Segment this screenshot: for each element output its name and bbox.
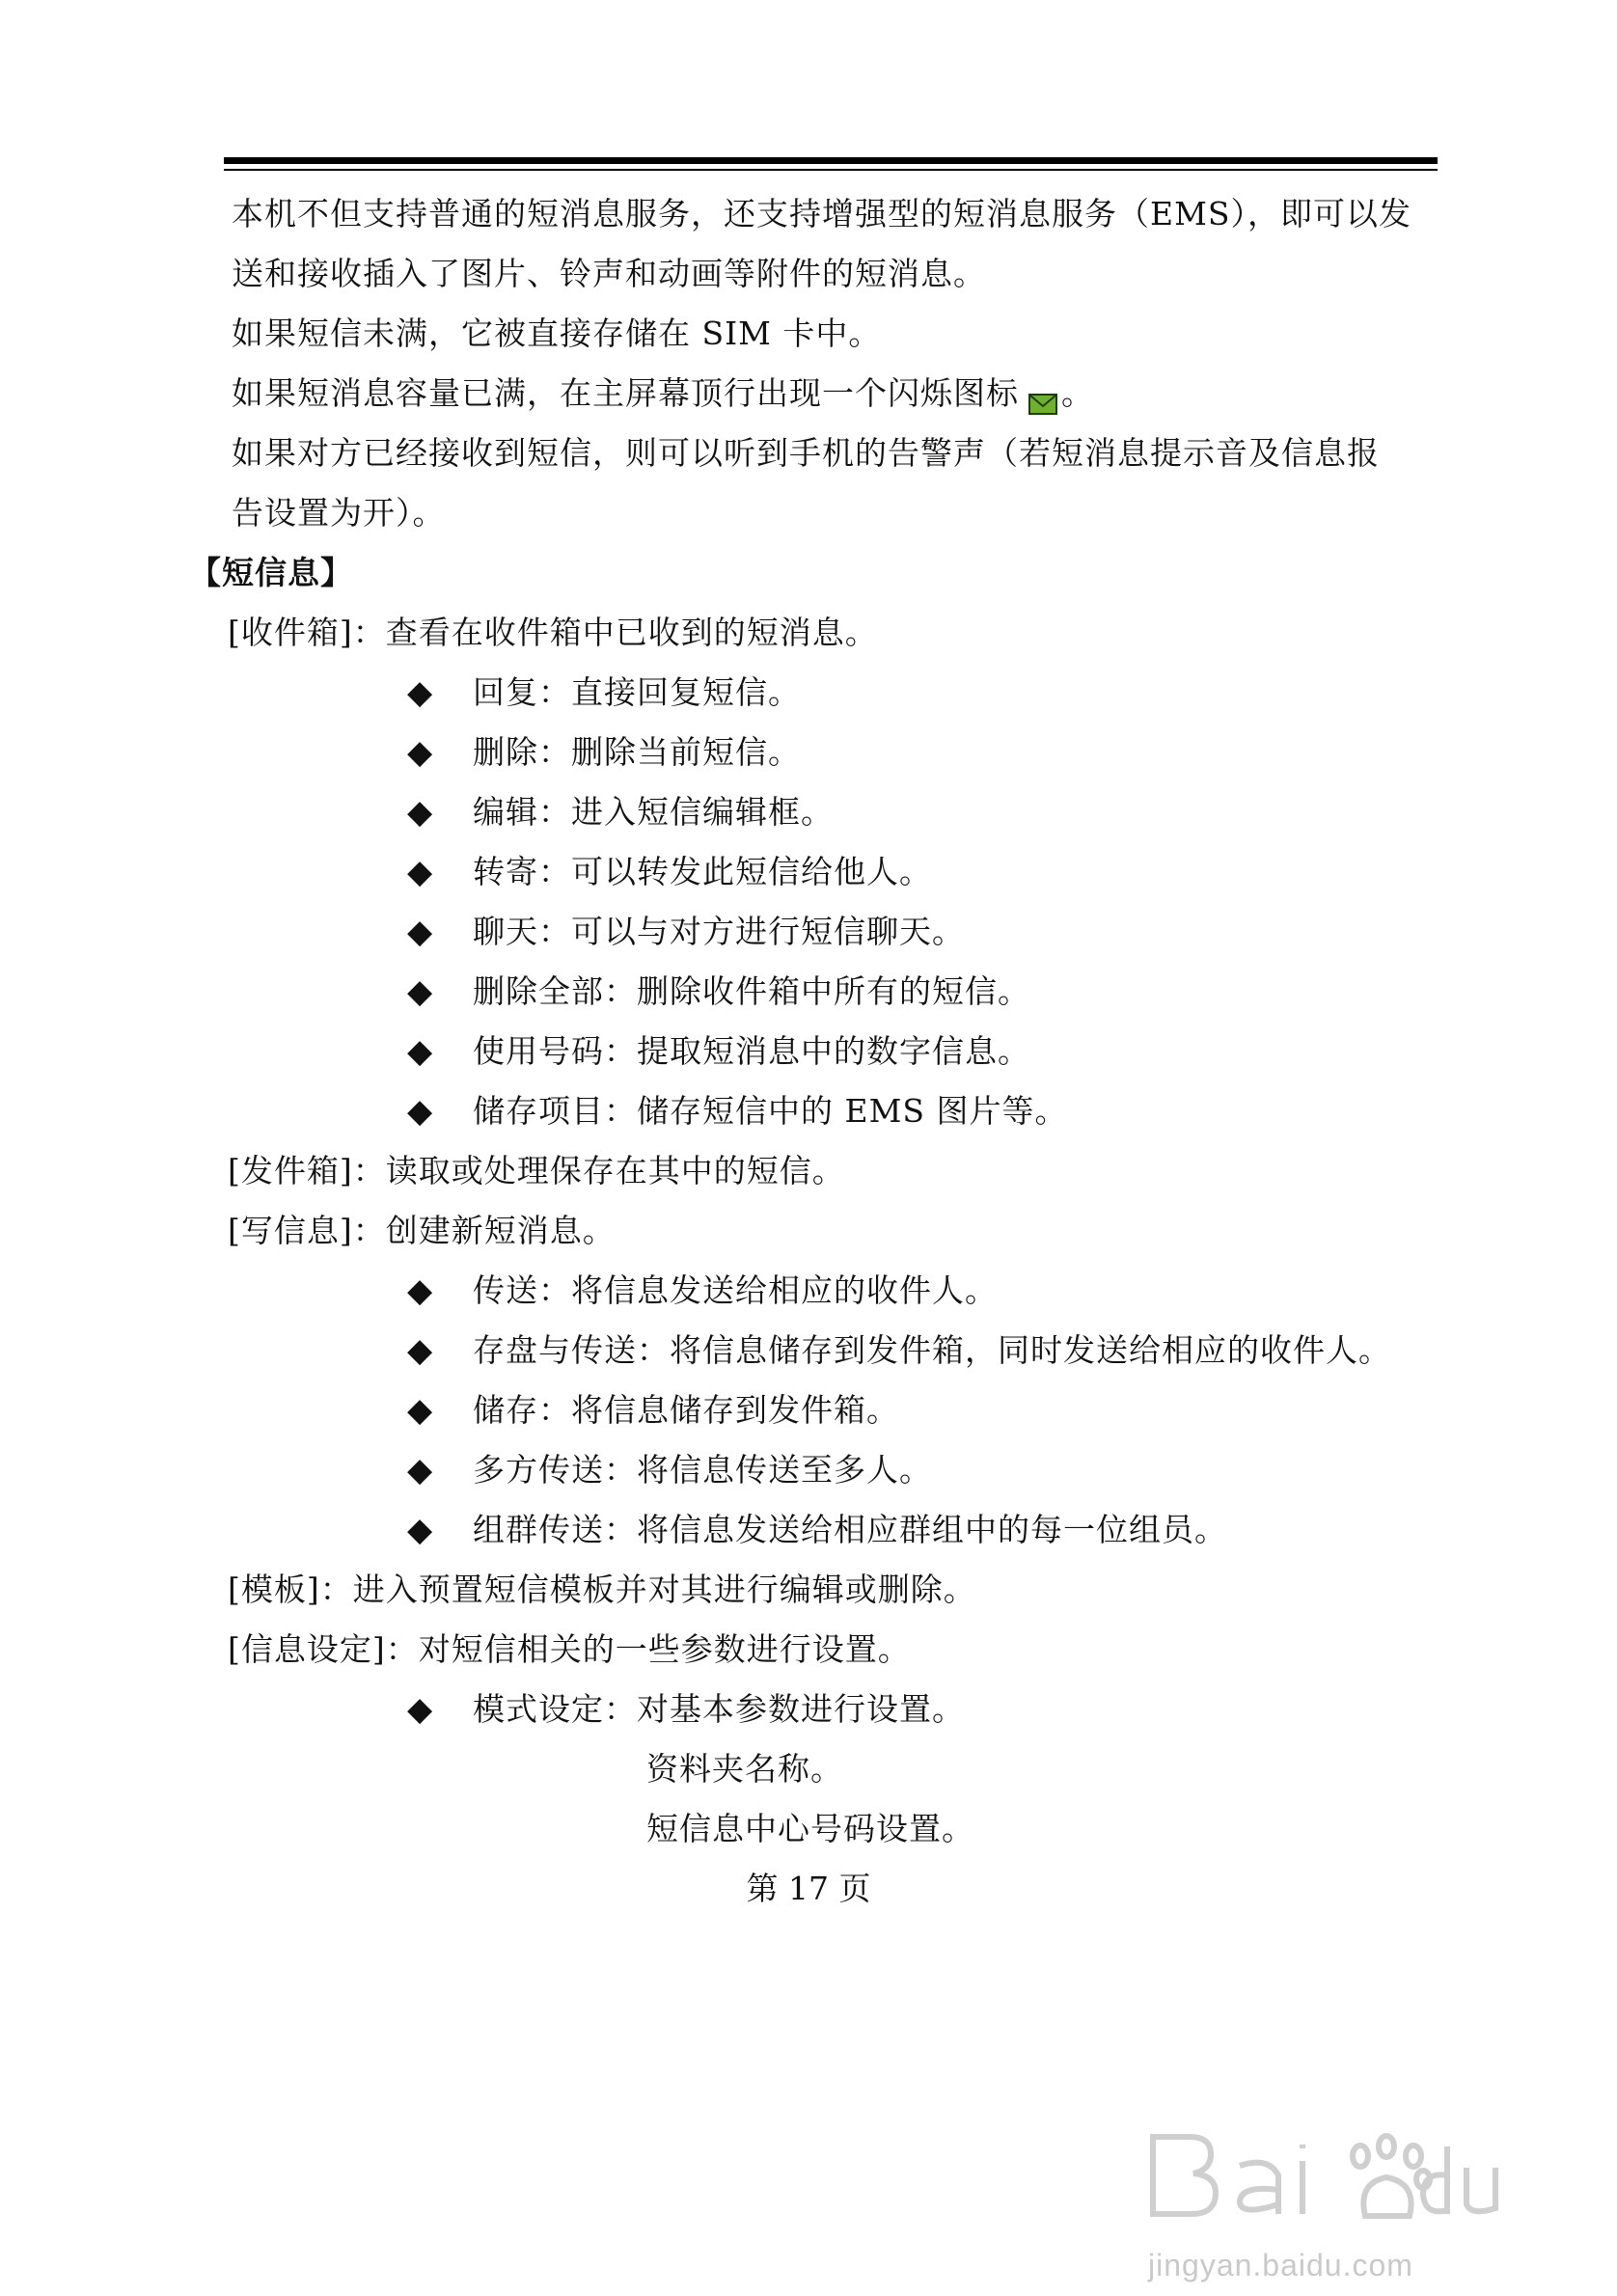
bullet-diamond-icon: ◆ xyxy=(407,972,434,1011)
section-title: 【短信息】 xyxy=(189,554,353,591)
bullet-diamond-icon: ◆ xyxy=(407,1331,434,1370)
settings-label: [信息设定]：对短信相关的一些参数进行设置。 xyxy=(228,1630,911,1668)
intro-paragraph-4-line-2: 告设置为开）。 xyxy=(232,494,446,532)
header-rule-thin xyxy=(224,169,1438,171)
watermark-logo xyxy=(1134,2108,1529,2243)
bullet-diamond-icon: ◆ xyxy=(407,853,434,891)
templates-label: [模板]：进入预置短信模板并对其进行编辑或删除。 xyxy=(228,1571,976,1608)
bullet-diamond-icon: ◆ xyxy=(407,733,434,772)
bullet-diamond-icon: ◆ xyxy=(407,793,434,832)
bullet-diamond-icon: ◆ xyxy=(407,1092,434,1131)
outbox-label: [发件箱]：读取或处理保存在其中的短信。 xyxy=(228,1152,845,1189)
bullet-diamond-icon: ◆ xyxy=(407,673,434,712)
intro-paragraph-3-end: 。 xyxy=(1061,374,1094,412)
settings-sub-item: 短信息中心号码设置。 xyxy=(646,1810,974,1847)
intro-paragraph-4-line-1: 如果对方已经接收到短信，则可以听到手机的告警声（若短消息提示音及信息报 xyxy=(232,434,1380,472)
settings-sub-item: 资料夹名称。 xyxy=(646,1750,843,1788)
bullet-diamond-icon: ◆ xyxy=(407,1271,434,1310)
intro-paragraph-1-line-2: 送和接收插入了图片、铃声和动画等附件的短消息。 xyxy=(232,255,986,292)
bullet-diamond-icon: ◆ xyxy=(407,1511,434,1549)
bullet-diamond-icon: ◆ xyxy=(407,1690,434,1729)
watermark-url: jingyan.baidu.com xyxy=(1148,2248,1413,2282)
header-rule-thick xyxy=(224,157,1438,164)
intro-paragraph-3-text: 如果短消息容量已满，在主屏幕顶行出现一个闪烁图标 xyxy=(232,374,1019,412)
intro-paragraph-3 xyxy=(232,374,1094,413)
compose-label: [写信息]：创建新短消息。 xyxy=(228,1212,616,1249)
envelope-icon xyxy=(1028,385,1057,406)
intro-paragraph-1-line-1: 本机不但支持普通的短消息服务，还支持增强型的短消息服务（EMS），即可以发 xyxy=(232,195,1411,232)
page-number: 第 17 页 xyxy=(746,1870,871,1907)
bullet-diamond-icon: ◆ xyxy=(407,913,434,951)
bullet-diamond-icon: ◆ xyxy=(407,1451,434,1490)
inbox-label: [收件箱]：查看在收件箱中已收到的短消息。 xyxy=(228,614,878,651)
intro-paragraph-2: 如果短信未满，它被直接存储在 SIM 卡中。 xyxy=(232,314,882,352)
bullet-diamond-icon: ◆ xyxy=(407,1032,434,1071)
bullet-diamond-icon: ◆ xyxy=(407,1391,434,1430)
